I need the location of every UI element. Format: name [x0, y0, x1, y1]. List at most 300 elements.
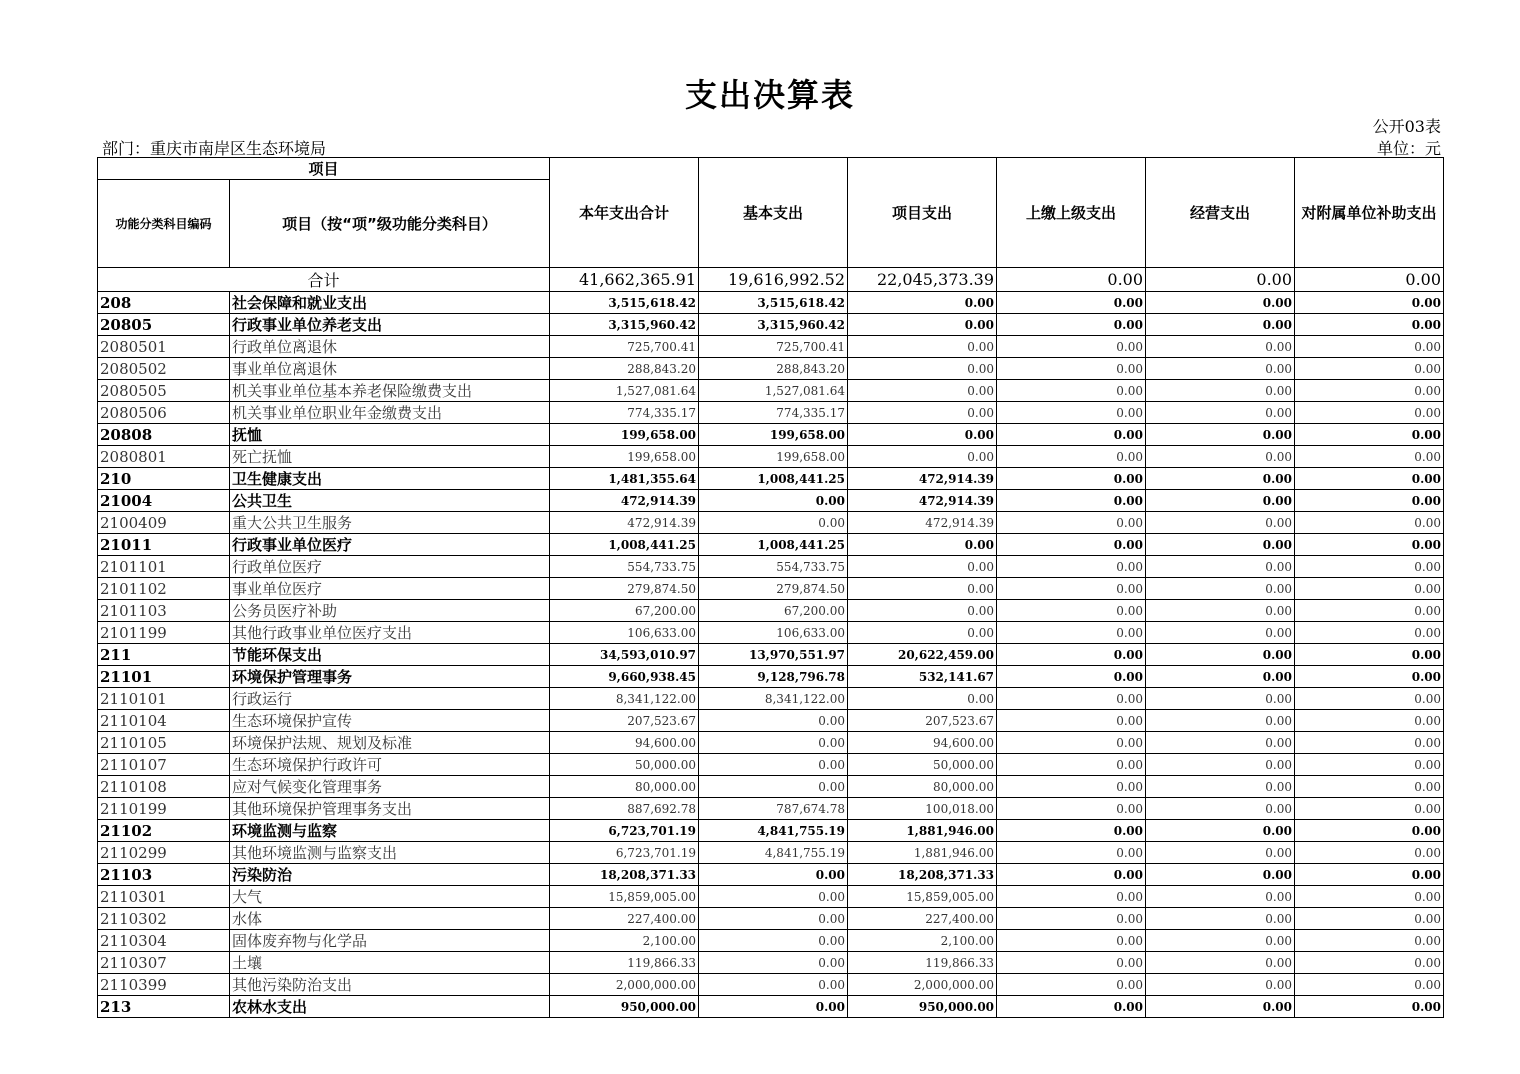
row-value: 0.00 — [848, 534, 997, 556]
row-value: 13,970,551.97 — [699, 644, 848, 666]
row-value: 0.00 — [997, 446, 1146, 468]
row-value: 1,481,355.64 — [550, 468, 699, 490]
row-code: 2080501 — [98, 336, 230, 358]
row-value: 0.00 — [1146, 446, 1295, 468]
row-code: 21101 — [98, 666, 230, 688]
row-value: 0.00 — [848, 314, 997, 336]
row-code: 213 — [98, 996, 230, 1018]
table-row — [98, 292, 1444, 314]
row-value: 8,341,122.00 — [550, 688, 699, 710]
row-value: 15,859,005.00 — [848, 886, 997, 908]
row-value: 0.00 — [699, 996, 848, 1018]
row-value: 0.00 — [1295, 534, 1444, 556]
row-value: 34,593,010.97 — [550, 644, 699, 666]
row-value: 3,515,618.42 — [699, 292, 848, 314]
row-value: 9,128,796.78 — [699, 666, 848, 688]
row-value: 0.00 — [1146, 424, 1295, 446]
row-name: 行政单位离退休 — [230, 336, 550, 358]
total-cell: 19,616,992.52 — [699, 268, 848, 292]
row-value: 0.00 — [848, 380, 997, 402]
row-value: 0.00 — [1295, 710, 1444, 732]
row-value: 0.00 — [1295, 842, 1444, 864]
table-row — [98, 622, 1444, 644]
row-value: 0.00 — [1146, 842, 1295, 864]
row-value: 67,200.00 — [550, 600, 699, 622]
row-code: 2080502 — [98, 358, 230, 380]
row-value: 0.00 — [1295, 930, 1444, 952]
row-value: 4,841,755.19 — [699, 820, 848, 842]
row-value: 0.00 — [997, 754, 1146, 776]
row-code: 2080506 — [98, 402, 230, 424]
header-name: 项目（按“项”级功能分类科目） — [230, 180, 550, 268]
row-code: 2110199 — [98, 798, 230, 820]
row-value: 472,914.39 — [848, 490, 997, 512]
header-upper: 上缴上级支出 — [997, 158, 1146, 268]
row-name: 固体废弃物与化学品 — [230, 930, 550, 952]
row-value: 0.00 — [699, 732, 848, 754]
row-value: 0.00 — [1146, 732, 1295, 754]
row-value: 0.00 — [997, 666, 1146, 688]
row-value: 199,658.00 — [699, 424, 848, 446]
table-row — [98, 512, 1444, 534]
row-value: 0.00 — [997, 358, 1146, 380]
row-value: 0.00 — [997, 644, 1146, 666]
row-value: 80,000.00 — [550, 776, 699, 798]
row-name: 事业单位离退休 — [230, 358, 550, 380]
row-value: 0.00 — [1295, 754, 1444, 776]
row-code: 2110301 — [98, 886, 230, 908]
row-value: 0.00 — [1295, 292, 1444, 314]
row-value: 0.00 — [997, 710, 1146, 732]
row-value: 0.00 — [1295, 600, 1444, 622]
total-cell: 0.00 — [997, 268, 1146, 292]
table-row — [98, 446, 1444, 468]
row-value: 0.00 — [997, 578, 1146, 600]
row-value: 0.00 — [997, 424, 1146, 446]
row-code: 2110101 — [98, 688, 230, 710]
row-code: 2101101 — [98, 556, 230, 578]
table-row — [98, 710, 1444, 732]
row-code: 208 — [98, 292, 230, 314]
row-name: 其他行政事业单位医疗支出 — [230, 622, 550, 644]
table-row — [98, 798, 1444, 820]
row-value: 787,674.78 — [699, 798, 848, 820]
row-value: 725,700.41 — [699, 336, 848, 358]
header-basic: 基本支出 — [699, 158, 848, 268]
row-code: 2110108 — [98, 776, 230, 798]
row-value: 100,018.00 — [848, 798, 997, 820]
row-value: 0.00 — [699, 512, 848, 534]
row-value: 0.00 — [1295, 864, 1444, 886]
row-value: 532,141.67 — [848, 666, 997, 688]
table-row — [98, 688, 1444, 710]
row-value: 950,000.00 — [550, 996, 699, 1018]
row-value: 0.00 — [1295, 380, 1444, 402]
row-value: 0.00 — [997, 886, 1146, 908]
row-value: 774,335.17 — [550, 402, 699, 424]
table-row — [98, 666, 1444, 688]
table-row — [98, 336, 1444, 358]
row-value: 0.00 — [1146, 644, 1295, 666]
row-value: 0.00 — [1146, 600, 1295, 622]
row-value: 9,660,938.45 — [550, 666, 699, 688]
row-code: 2101103 — [98, 600, 230, 622]
row-value: 472,914.39 — [550, 490, 699, 512]
table-row — [98, 776, 1444, 798]
row-value: 0.00 — [1295, 358, 1444, 380]
row-value: 725,700.41 — [550, 336, 699, 358]
row-name: 行政运行 — [230, 688, 550, 710]
header-operation: 经营支出 — [1146, 158, 1295, 268]
table-row — [98, 402, 1444, 424]
row-name: 污染防治 — [230, 864, 550, 886]
row-value: 2,000,000.00 — [550, 974, 699, 996]
row-name: 其他污染防治支出 — [230, 974, 550, 996]
row-code: 21004 — [98, 490, 230, 512]
row-value: 0.00 — [699, 974, 848, 996]
row-value: 1,881,946.00 — [848, 842, 997, 864]
total-cell: 41,662,365.91 — [550, 268, 699, 292]
row-value: 2,100.00 — [550, 930, 699, 952]
table-row — [98, 314, 1444, 336]
row-value: 0.00 — [997, 864, 1146, 886]
row-value: 0.00 — [997, 512, 1146, 534]
row-value: 0.00 — [1146, 314, 1295, 336]
table-row — [98, 952, 1444, 974]
row-value: 0.00 — [699, 952, 848, 974]
row-value: 8,341,122.00 — [699, 688, 848, 710]
row-value: 0.00 — [699, 930, 848, 952]
row-value: 0.00 — [1295, 468, 1444, 490]
row-value: 0.00 — [1295, 974, 1444, 996]
department-label: 部门：重庆市南岸区生态环境局 — [102, 139, 327, 158]
row-value: 0.00 — [848, 292, 997, 314]
table-row — [98, 600, 1444, 622]
row-value: 0.00 — [1295, 512, 1444, 534]
row-name: 大气 — [230, 886, 550, 908]
row-value: 0.00 — [997, 732, 1146, 754]
row-code: 21102 — [98, 820, 230, 842]
total-cell: 22,045,373.39 — [848, 268, 997, 292]
row-code: 210 — [98, 468, 230, 490]
row-value: 0.00 — [1295, 644, 1444, 666]
row-value: 0.00 — [1146, 578, 1295, 600]
row-value: 0.00 — [1146, 974, 1295, 996]
row-value: 0.00 — [997, 292, 1146, 314]
page-title: 支出决算表 — [684, 76, 855, 114]
row-value: 288,843.20 — [699, 358, 848, 380]
expenditure-table — [97, 157, 1444, 1018]
table-row — [98, 358, 1444, 380]
row-value: 0.00 — [997, 820, 1146, 842]
table-row — [98, 754, 1444, 776]
row-value: 1,527,081.64 — [699, 380, 848, 402]
row-value: 950,000.00 — [848, 996, 997, 1018]
table-row — [98, 380, 1444, 402]
row-value: 2,000,000.00 — [848, 974, 997, 996]
row-value: 119,866.33 — [550, 952, 699, 974]
row-value: 0.00 — [997, 908, 1146, 930]
row-value: 0.00 — [1295, 402, 1444, 424]
row-name: 机关事业单位职业年金缴费支出 — [230, 402, 550, 424]
row-name: 卫生健康支出 — [230, 468, 550, 490]
header-subsidy: 对附属单位补助支出 — [1295, 158, 1444, 268]
row-name: 机关事业单位基本养老保险缴费支出 — [230, 380, 550, 402]
row-value: 0.00 — [1295, 688, 1444, 710]
row-value: 18,208,371.33 — [848, 864, 997, 886]
row-value: 0.00 — [1146, 292, 1295, 314]
table-row — [98, 556, 1444, 578]
row-value: 472,914.39 — [550, 512, 699, 534]
row-value: 0.00 — [997, 402, 1146, 424]
table-row — [98, 490, 1444, 512]
row-value: 80,000.00 — [848, 776, 997, 798]
header-total: 本年支出合计 — [550, 158, 699, 268]
table-row — [98, 732, 1444, 754]
row-value: 0.00 — [699, 886, 848, 908]
row-name: 土壤 — [230, 952, 550, 974]
row-value: 0.00 — [997, 556, 1146, 578]
row-value: 94,600.00 — [550, 732, 699, 754]
row-code: 2110104 — [98, 710, 230, 732]
row-code: 2110399 — [98, 974, 230, 996]
table-row — [98, 886, 1444, 908]
row-value: 0.00 — [997, 798, 1146, 820]
row-value: 0.00 — [997, 490, 1146, 512]
row-value: 0.00 — [997, 336, 1146, 358]
row-value: 3,315,960.42 — [699, 314, 848, 336]
row-value: 0.00 — [1146, 622, 1295, 644]
row-name: 公共卫生 — [230, 490, 550, 512]
row-value: 0.00 — [1295, 908, 1444, 930]
header-project-expense: 项目支出 — [848, 158, 997, 268]
unit-label: 单位：元 — [1376, 139, 1441, 158]
total-label: 合计 — [98, 268, 550, 292]
row-value: 0.00 — [1295, 732, 1444, 754]
row-value: 227,400.00 — [848, 908, 997, 930]
row-name: 公务员医疗补助 — [230, 600, 550, 622]
table-row — [98, 578, 1444, 600]
table-row — [98, 820, 1444, 842]
row-name: 行政事业单位养老支出 — [230, 314, 550, 336]
row-value: 472,914.39 — [848, 512, 997, 534]
row-value: 0.00 — [1146, 336, 1295, 358]
row-value: 0.00 — [1295, 424, 1444, 446]
row-value: 279,874.50 — [699, 578, 848, 600]
row-value: 18,208,371.33 — [550, 864, 699, 886]
row-value: 0.00 — [1146, 930, 1295, 952]
row-value: 0.00 — [1146, 776, 1295, 798]
row-value: 0.00 — [997, 600, 1146, 622]
row-code: 21011 — [98, 534, 230, 556]
row-value: 0.00 — [848, 578, 997, 600]
row-value: 199,658.00 — [699, 446, 848, 468]
row-value: 0.00 — [997, 468, 1146, 490]
row-value: 1,881,946.00 — [848, 820, 997, 842]
row-value: 1,008,441.25 — [699, 468, 848, 490]
row-value: 0.00 — [699, 776, 848, 798]
row-code: 2101199 — [98, 622, 230, 644]
row-value: 0.00 — [1146, 402, 1295, 424]
row-value: 0.00 — [1295, 886, 1444, 908]
row-value: 0.00 — [1146, 710, 1295, 732]
row-code: 2100409 — [98, 512, 230, 534]
row-value: 106,633.00 — [550, 622, 699, 644]
row-value: 0.00 — [1146, 468, 1295, 490]
row-code: 2110304 — [98, 930, 230, 952]
row-value: 1,527,081.64 — [550, 380, 699, 402]
row-value: 50,000.00 — [848, 754, 997, 776]
row-name: 环境保护法规、规划及标准 — [230, 732, 550, 754]
row-value: 3,315,960.42 — [550, 314, 699, 336]
row-value: 199,658.00 — [550, 446, 699, 468]
row-value: 0.00 — [997, 842, 1146, 864]
row-value: 0.00 — [1295, 336, 1444, 358]
row-value: 3,515,618.42 — [550, 292, 699, 314]
row-value: 0.00 — [1146, 864, 1295, 886]
row-value: 0.00 — [997, 996, 1146, 1018]
total-row — [98, 268, 1444, 292]
row-name: 行政事业单位医疗 — [230, 534, 550, 556]
row-value: 0.00 — [997, 380, 1146, 402]
header-project: 项目 — [98, 158, 550, 180]
row-name: 生态环境保护行政许可 — [230, 754, 550, 776]
row-code: 2080505 — [98, 380, 230, 402]
row-value: 0.00 — [1146, 534, 1295, 556]
row-value: 0.00 — [1146, 358, 1295, 380]
row-name: 抚恤 — [230, 424, 550, 446]
row-value: 0.00 — [699, 710, 848, 732]
row-value: 6,723,701.19 — [550, 820, 699, 842]
table-row — [98, 534, 1444, 556]
row-value: 0.00 — [848, 424, 997, 446]
row-value: 0.00 — [997, 314, 1146, 336]
row-value: 0.00 — [1295, 314, 1444, 336]
row-value: 0.00 — [997, 930, 1146, 952]
row-value: 0.00 — [1295, 666, 1444, 688]
row-value: 288,843.20 — [550, 358, 699, 380]
table-row — [98, 842, 1444, 864]
row-value: 50,000.00 — [550, 754, 699, 776]
row-value: 20,622,459.00 — [848, 644, 997, 666]
row-name: 重大公共卫生服务 — [230, 512, 550, 534]
row-name: 行政单位医疗 — [230, 556, 550, 578]
row-name: 生态环境保护宣传 — [230, 710, 550, 732]
table-row — [98, 908, 1444, 930]
row-value: 0.00 — [1295, 556, 1444, 578]
row-value: 0.00 — [997, 776, 1146, 798]
row-name: 环境监测与监察 — [230, 820, 550, 842]
row-value: 0.00 — [1295, 446, 1444, 468]
row-value: 0.00 — [1295, 820, 1444, 842]
row-value: 0.00 — [848, 446, 997, 468]
row-value: 0.00 — [1146, 908, 1295, 930]
row-value: 0.00 — [1146, 512, 1295, 534]
row-value: 0.00 — [997, 622, 1146, 644]
row-value: 207,523.67 — [550, 710, 699, 732]
row-value: 0.00 — [997, 534, 1146, 556]
row-code: 20808 — [98, 424, 230, 446]
row-code: 211 — [98, 644, 230, 666]
row-value: 0.00 — [1146, 688, 1295, 710]
header-code: 功能分类科目编码 — [98, 180, 230, 268]
row-code: 2110105 — [98, 732, 230, 754]
row-value: 0.00 — [1295, 622, 1444, 644]
row-value: 0.00 — [699, 908, 848, 930]
row-value: 887,692.78 — [550, 798, 699, 820]
row-code: 21103 — [98, 864, 230, 886]
row-value: 554,733.75 — [699, 556, 848, 578]
row-value: 0.00 — [997, 952, 1146, 974]
row-value: 0.00 — [1146, 952, 1295, 974]
total-cell: 0.00 — [1146, 268, 1295, 292]
row-value: 0.00 — [848, 358, 997, 380]
row-value: 0.00 — [997, 688, 1146, 710]
row-code: 2110302 — [98, 908, 230, 930]
row-value: 0.00 — [1295, 996, 1444, 1018]
row-code: 2110299 — [98, 842, 230, 864]
row-code: 20805 — [98, 314, 230, 336]
row-value: 774,335.17 — [699, 402, 848, 424]
row-value: 0.00 — [699, 754, 848, 776]
row-value: 0.00 — [997, 974, 1146, 996]
row-name: 社会保障和就业支出 — [230, 292, 550, 314]
row-value: 0.00 — [1295, 776, 1444, 798]
row-value: 1,008,441.25 — [550, 534, 699, 556]
row-name: 其他环境保护管理事务支出 — [230, 798, 550, 820]
row-value: 15,859,005.00 — [550, 886, 699, 908]
form-number: 公开03表 — [1372, 117, 1441, 136]
row-value: 0.00 — [848, 556, 997, 578]
row-value: 94,600.00 — [848, 732, 997, 754]
total-cell: 0.00 — [1295, 268, 1444, 292]
row-value: 0.00 — [848, 688, 997, 710]
row-value: 0.00 — [1146, 886, 1295, 908]
row-name: 环境保护管理事务 — [230, 666, 550, 688]
table-row — [98, 930, 1444, 952]
row-value: 119,866.33 — [848, 952, 997, 974]
row-value: 2,100.00 — [848, 930, 997, 952]
row-name: 死亡抚恤 — [230, 446, 550, 468]
table-row — [98, 424, 1444, 446]
row-value: 0.00 — [1146, 798, 1295, 820]
row-value: 227,400.00 — [550, 908, 699, 930]
row-value: 0.00 — [1146, 754, 1295, 776]
row-value: 279,874.50 — [550, 578, 699, 600]
row-code: 2110107 — [98, 754, 230, 776]
row-value: 0.00 — [699, 490, 848, 512]
row-value: 0.00 — [1295, 952, 1444, 974]
row-value: 0.00 — [1295, 798, 1444, 820]
row-value: 1,008,441.25 — [699, 534, 848, 556]
row-value: 0.00 — [1146, 820, 1295, 842]
row-value: 0.00 — [1295, 578, 1444, 600]
row-value: 0.00 — [1146, 490, 1295, 512]
table-row — [98, 468, 1444, 490]
row-value: 554,733.75 — [550, 556, 699, 578]
row-name: 农林水支出 — [230, 996, 550, 1018]
row-code: 2101102 — [98, 578, 230, 600]
row-value: 0.00 — [1146, 996, 1295, 1018]
row-value: 106,633.00 — [699, 622, 848, 644]
row-value: 0.00 — [848, 622, 997, 644]
row-name: 其他环境监测与监察支出 — [230, 842, 550, 864]
row-value: 6,723,701.19 — [550, 842, 699, 864]
row-value: 472,914.39 — [848, 468, 997, 490]
row-name: 应对气候变化管理事务 — [230, 776, 550, 798]
row-value: 199,658.00 — [550, 424, 699, 446]
row-value: 0.00 — [1146, 556, 1295, 578]
